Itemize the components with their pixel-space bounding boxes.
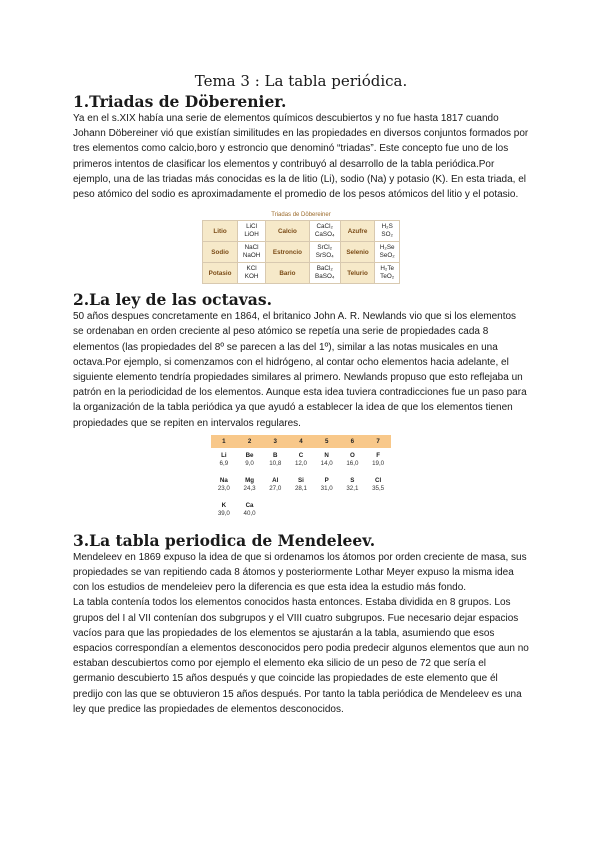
octavas-figure bbox=[73, 435, 529, 523]
triadas-compound: SrCl₂ bbox=[317, 244, 333, 252]
element-symbol: Mg bbox=[245, 477, 255, 485]
atomic-weight: 19,0 bbox=[372, 460, 385, 468]
document-page bbox=[73, 72, 529, 717]
section-heading-octavas: 2.La ley de las octavas. bbox=[73, 290, 272, 310]
octavas-cell bbox=[288, 473, 314, 498]
triadas-compound: SrSO₄ bbox=[315, 252, 334, 260]
triadas-compound-cell bbox=[375, 242, 400, 263]
octavas-cell bbox=[340, 473, 366, 498]
triadas-compound: LiCl bbox=[246, 223, 258, 231]
element-symbol: F bbox=[376, 452, 380, 460]
triadas-compound-cell bbox=[309, 242, 340, 263]
element-symbol: Cl bbox=[375, 477, 382, 485]
triadas-element-cell: Sodio bbox=[203, 242, 238, 263]
octavas-table bbox=[211, 435, 391, 523]
octavas-cell bbox=[262, 498, 288, 523]
octavas-cell bbox=[365, 473, 391, 498]
atomic-weight: 24,3 bbox=[243, 485, 256, 493]
section-heading-triadas: 1.Triadas de Döberenier. bbox=[73, 92, 287, 111]
octavas-header-cell: 2 bbox=[237, 435, 263, 448]
triadas-element-cell: Estroncio bbox=[266, 242, 310, 263]
octavas-cell bbox=[262, 448, 288, 473]
octavas-header-cell: 5 bbox=[314, 435, 340, 448]
atomic-weight: 10,8 bbox=[269, 460, 282, 468]
octavas-cell bbox=[211, 498, 237, 523]
triadas-row bbox=[203, 263, 400, 284]
atomic-weight: 31,0 bbox=[320, 485, 333, 493]
triadas-element-cell: Selenio bbox=[340, 242, 375, 263]
triadas-element-cell: Azufre bbox=[340, 221, 375, 242]
octavas-cell bbox=[288, 448, 314, 473]
triadas-compound: NaCl bbox=[244, 244, 259, 252]
triadas-compound: KOH bbox=[244, 273, 259, 281]
octavas-cell bbox=[211, 448, 237, 473]
atomic-weight: 6,9 bbox=[219, 460, 229, 468]
triadas-element-cell: Telurio bbox=[340, 263, 375, 284]
triadas-compound-cell bbox=[309, 221, 340, 242]
octavas-cell bbox=[288, 498, 314, 523]
octavas-cell bbox=[314, 448, 340, 473]
atomic-weight: 35,5 bbox=[372, 485, 385, 493]
atomic-weight: 32,1 bbox=[346, 485, 359, 493]
triadas-compound: H₂Se bbox=[379, 244, 395, 252]
triadas-compound-cell bbox=[375, 263, 400, 284]
triadas-compound-cell bbox=[309, 263, 340, 284]
octavas-cell bbox=[365, 498, 391, 523]
triadas-compound: CaCl₂ bbox=[316, 223, 333, 231]
element-symbol: K bbox=[221, 502, 227, 510]
triadas-compound: BaCl₂ bbox=[316, 265, 333, 273]
triadas-figure bbox=[73, 212, 529, 284]
triadas-compound-cell bbox=[375, 221, 400, 242]
paragraph-triadas: Ya en el s.XIX había una serie de elementos químicos descubiertos y no fue hasta 1817 cuando Johann Döbereiner vió que existían similitudes en las propiedades en diversos conjuntos formados por tres elementos como calcio,boro y estroncio que denominó “triadas”. Este concepto fue uno de los primeros intentos de clasificar los elementos y contribuyó al desarrollo de la tabla periódica.Por ejemplo, una de las triadas más conocidas es la de litio (Li), sodio (Na) y potasio (K). En esta triada, el peso atómico del sodio es aproximadamente el promedio de los pesos atómicos del litio y el potasio. bbox=[73, 113, 529, 201]
triadas-table-caption: Triadas de Döbereiner bbox=[271, 212, 331, 219]
octavas-cell bbox=[340, 448, 366, 473]
paragraph-mendeleev-2: La tabla contenía todos los elementos conocidos hasta entonces. Estaba dividida en 8 grupos. Los grupos del I al VII contenían dos subgrupos y el VIII cuatro subgrupos. Fue necesario dejar espacios vacíos para que las propiedades de los elementos se ajustarán a la tabla, asumiendo que esos espacios correspondían a elementos desconocidos pero podia predecir algunos elementos que aun no estaban descubiertos como por ejemplo el elemento eka silicio de un peso de 72 que sería el germanio descubierto 15 años después y que coincide las propiedades de este elemento que él predijo con las que se obtuvieron 15 años después. Por tanto la tabla periódica de Mendeleev es una ley que predice las propiedades de elementos desconocidos. bbox=[73, 597, 529, 715]
octavas-cell bbox=[262, 473, 288, 498]
element-symbol: Ca bbox=[245, 502, 254, 510]
atomic-weight: 40,0 bbox=[243, 510, 256, 518]
triadas-element-cell: Calcio bbox=[266, 221, 310, 242]
octavas-cell bbox=[340, 498, 366, 523]
atomic-weight: 39,0 bbox=[217, 510, 230, 518]
octavas-header-cell: 7 bbox=[365, 435, 391, 448]
octavas-cell bbox=[314, 498, 340, 523]
section-heading-mendeleev: 3.La tabla periodica de Mendeleev. bbox=[73, 530, 376, 550]
octavas-cell bbox=[365, 448, 391, 473]
element-symbol: Si bbox=[298, 477, 304, 485]
triadas-compound: H₂S bbox=[381, 223, 393, 231]
triadas-compound: SeO₂ bbox=[379, 252, 395, 260]
octavas-cell bbox=[314, 473, 340, 498]
atomic-weight: 9,0 bbox=[245, 460, 254, 468]
octavas-cell bbox=[237, 448, 263, 473]
octavas-header-cell: 4 bbox=[288, 435, 314, 448]
triadas-compound-cell bbox=[238, 242, 266, 263]
element-symbol: Li bbox=[221, 452, 227, 460]
octavas-cell bbox=[211, 473, 237, 498]
triadas-compound: CaSO₄ bbox=[314, 231, 335, 239]
triadas-compound: TeO₂ bbox=[380, 273, 395, 281]
paragraph-octavas: 50 años despues concretamente en 1864, el britanico John A. R. Newlands vio que si los elementos se ordenaban en orden creciente al peso atómico se repetía una serie de propiedades cada 8 elementos (las propiedades del 8º se parecen a las del 1º), similar a las notas musicales en una octava.Por ejemplo, si comenzamos con el hidrógeno, al contar ocho elementos hacia adelante, el siguiente elemento tendría propiedades similares al primero. Newlands propuso que esto reflejaba un patrón en la periodicidad de los elementos. Aunque esta idea tuviera contradicciones fue un paso para la organización de la tabla periódica ya que ayudó a establecer la idea de que los elementos tienen propiedades que se repiten en intervalos regulares. bbox=[73, 311, 527, 429]
triadas-compound-cell bbox=[238, 221, 266, 242]
triadas-compound: NaOH bbox=[242, 252, 261, 260]
triadas-table bbox=[202, 220, 400, 284]
atomic-weight: 27,0 bbox=[269, 485, 282, 493]
page-title: Tema 3 : La tabla periódica. bbox=[194, 72, 408, 90]
atomic-weight: 23,0 bbox=[217, 485, 230, 493]
atomic-weight: 16,0 bbox=[346, 460, 359, 468]
octavas-cell bbox=[237, 498, 263, 523]
element-symbol: S bbox=[350, 477, 355, 485]
triadas-compound: KCl bbox=[246, 265, 257, 273]
octavas-row bbox=[211, 448, 391, 473]
element-symbol: P bbox=[324, 477, 329, 485]
atomic-weight: 12,0 bbox=[294, 460, 307, 468]
triadas-compound: H₂Te bbox=[380, 265, 394, 273]
element-symbol: Na bbox=[219, 477, 228, 485]
paragraph-mendeleev-1: Mendeleev en 1869 expuso la idea de que si ordenamos los átomos por orden creciente de masa, sus propiedades se van repitiendo cada 8 átomos y posteriormente Lothar Meyer expuso la misma idea con los estudios de mendeleiev pero la diferencia es que esta idea la estudio más fondo. bbox=[73, 551, 527, 594]
element-symbol: N bbox=[324, 452, 329, 460]
triadas-element-cell: Litio bbox=[203, 221, 238, 242]
triadas-row bbox=[203, 221, 400, 242]
element-symbol: B bbox=[273, 452, 278, 460]
triadas-row bbox=[203, 242, 400, 263]
octavas-row bbox=[211, 498, 391, 523]
octavas-header-cell: 3 bbox=[262, 435, 288, 448]
element-symbol: O bbox=[349, 452, 355, 460]
atomic-weight: 28,1 bbox=[294, 485, 307, 493]
triadas-element-cell: Potasio bbox=[203, 263, 238, 284]
element-symbol: Al bbox=[272, 477, 279, 485]
octavas-row bbox=[211, 473, 391, 498]
octavas-header-cell: 6 bbox=[340, 435, 366, 448]
triadas-compound-cell bbox=[238, 263, 266, 284]
element-symbol: C bbox=[298, 452, 304, 460]
triadas-compound: LiOH bbox=[244, 231, 259, 239]
triadas-compound: SO₂ bbox=[381, 231, 393, 239]
atomic-weight: 14,0 bbox=[320, 460, 333, 468]
octavas-cell bbox=[237, 473, 263, 498]
octavas-header-cell: 1 bbox=[211, 435, 237, 448]
element-symbol: Be bbox=[245, 452, 254, 460]
triadas-compound: BaSO₄ bbox=[315, 273, 335, 281]
triadas-element-cell: Bario bbox=[266, 263, 310, 284]
